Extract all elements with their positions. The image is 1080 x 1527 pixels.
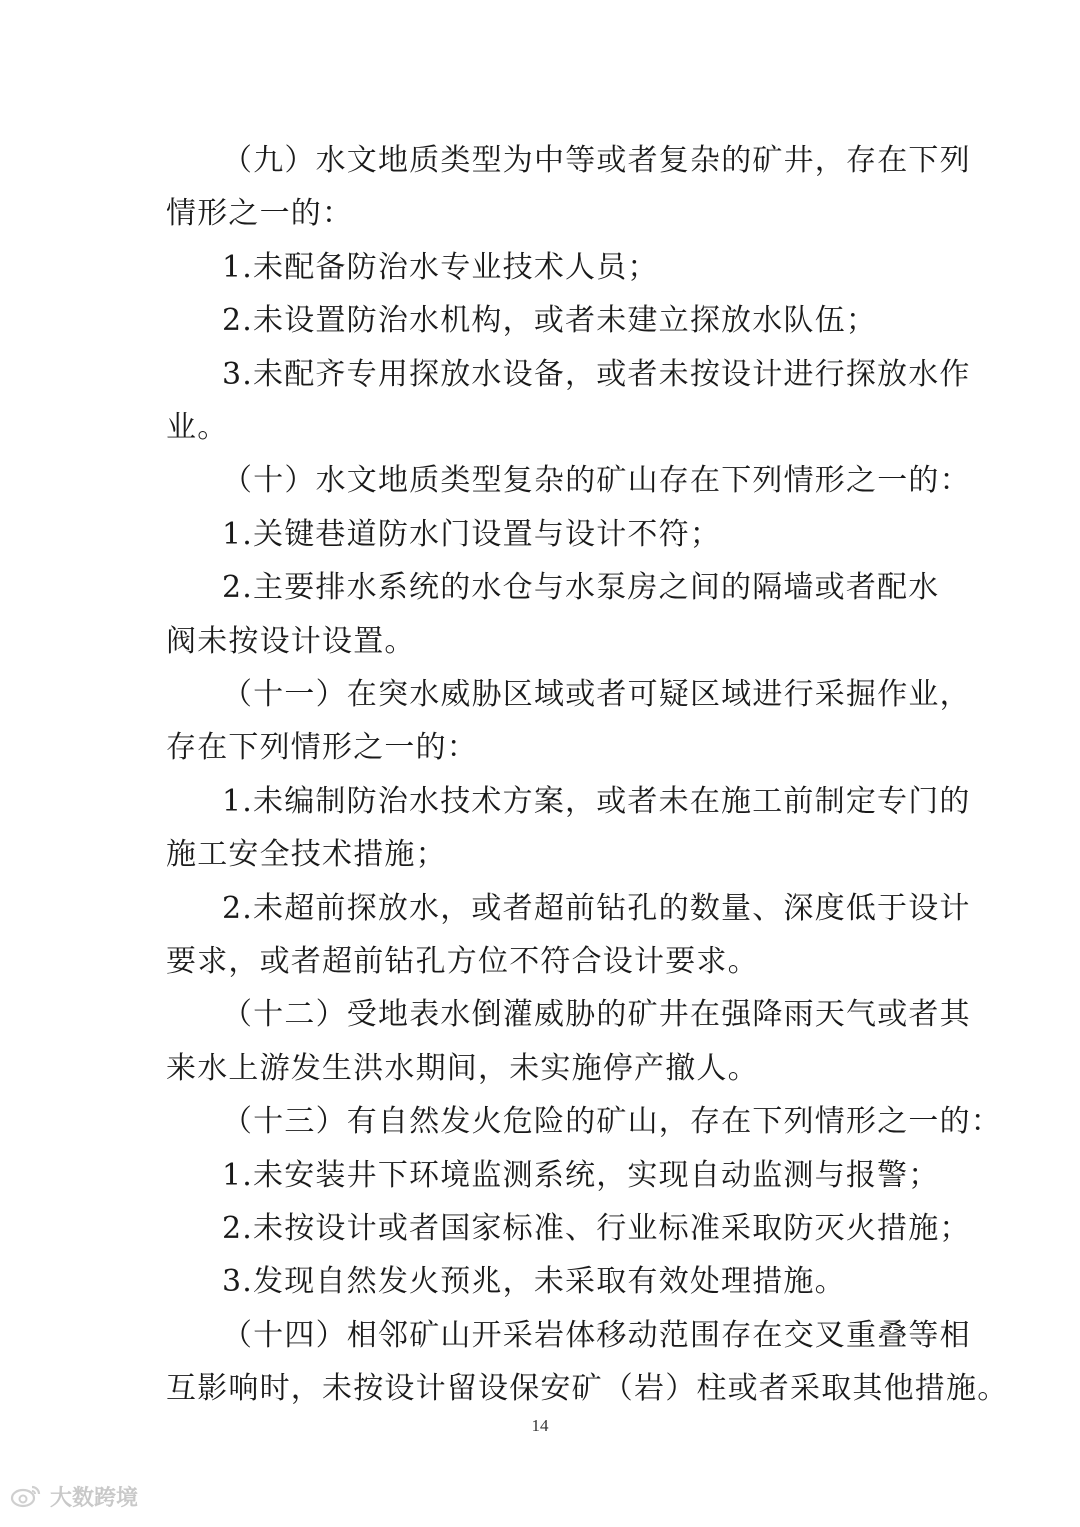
weibo-logo-icon <box>10 1484 42 1508</box>
text-line: （十一）在突水威胁区域或者可疑区域进行采掘作业， <box>222 677 971 712</box>
text-line: （十四）相邻矿山开采岩体移动范围存在交叉重叠等相 <box>222 1318 971 1353</box>
text-line: 2.主要排水系统的水仓与水泵房之间的隔墙或者配水 <box>222 570 940 605</box>
text-line: 3.未配齐专用探放水设备，或者未按设计进行探放水作 <box>222 357 971 392</box>
text-line: 2.未按设计或者国家标准、行业标准采取防灭火措施； <box>222 1211 971 1246</box>
text-line: 业。 <box>166 410 229 445</box>
text-line: （十三）有自然发火危险的矿山，存在下列情形之一的： <box>222 1104 1002 1139</box>
page-number: 14 <box>531 1416 549 1435</box>
text-line: （九）水文地质类型为中等或者复杂的矿井，存在下列 <box>222 143 971 178</box>
text-line: 要求，或者超前钻孔方位不符合设计要求。 <box>166 944 759 979</box>
text-line: 1.未安装井下环境监测系统，实现自动监测与报警； <box>222 1158 940 1193</box>
text-line: （十）水文地质类型复杂的矿山存在下列情形之一的： <box>222 463 971 498</box>
watermark-text: 大数跨境 <box>50 1485 139 1511</box>
text-line: 2.未设置防治水机构，或者未建立探放水队伍； <box>222 303 878 338</box>
text-line: 来水上游发生洪水期间，未实施停产撤人。 <box>166 1051 759 1086</box>
text-line: 阀未按设计设置。 <box>166 624 416 659</box>
text-line: 施工安全技术措施； <box>166 837 447 872</box>
text-line: 情形之一的： <box>166 196 354 231</box>
text-line: 互影响时，未按设计留设保安矿（岩）柱或者采取其他措施。 <box>166 1371 1009 1406</box>
text-line: 1.未配备防治水专业技术人员； <box>222 250 659 285</box>
watermark <box>10 1478 138 1514</box>
text-line: 存在下列情形之一的： <box>166 730 478 765</box>
text-line: （十二）受地表水倒灌威胁的矿井在强降雨天气或者其 <box>222 997 971 1032</box>
text-line: 1.关键巷道防水门设置与设计不符； <box>222 517 722 552</box>
text-line: 3.发现自然发火预兆，未采取有效处理措施。 <box>222 1264 846 1299</box>
text-line: 1.未编制防治水技术方案，或者未在施工前制定专门的 <box>222 784 971 819</box>
text-line: 2.未超前探放水，或者超前钻孔的数量、深度低于设计 <box>222 891 971 926</box>
